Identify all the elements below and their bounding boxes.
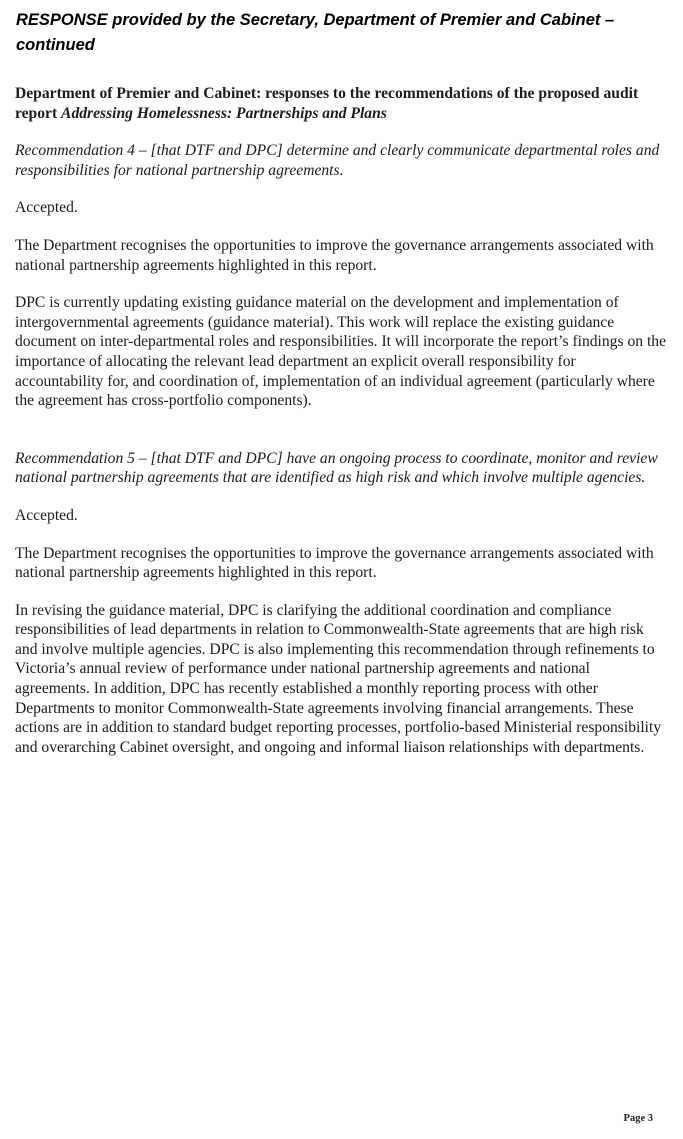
scanned-letter <box>15 84 667 757</box>
response-header-line-2: continued <box>16 36 95 54</box>
document-title <box>15 84 667 123</box>
report-title: Addressing Homelessness: Partnerships and Plans <box>61 104 387 122</box>
recommendation-4: Recommendation 4 – [that DTF and DPC] determine and clearly communicate departmental roles and responsibilities for national partnership agreements. <box>15 142 660 179</box>
recommendation-5-paragraph-2: In revising the guidance material, DPC is clarifying the additional coordination and compliance responsibilities of lead departments in relation to Commonwealth-State agreements that are high risk and involve multiple agencies. DPC is also implementing this recommendation through refinements to Victoria’s annual review of performance under national partnership agreements and national agreements. In addition, DPC has recently established a monthly reporting process with other Departments to monitor Commonwealth-State agreements involving financial arrangements. These actions are in addition to standard budget reporting processes, portfolio-based Ministerial responsibility and overarching Cabinet oversight, and ongoing and informal liaison relationships with departments. <box>15 601 662 756</box>
response-header <box>16 8 666 58</box>
recommendation-5-paragraph-1: The Department recognises the opportunities to improve the governance arrangements associated with national partnership agreements highlighted in this report. <box>15 544 654 582</box>
recommendation-5: Recommendation 5 – [that DTF and DPC] have an ongoing process to coordinate, monitor and review national partnership agreements that are identified as high risk and which involve multiple agencies. <box>15 449 658 487</box>
recommendation-4-status: Accepted. <box>15 199 78 217</box>
recommendation-4-paragraph-1: The Department recognises the opportunities to improve the governance arrangements associated with national partnership agreements highlighted in this report. <box>15 236 654 274</box>
page-number: Page 3 <box>623 1113 653 1124</box>
response-header-line-1: RESPONSE provided by the Secretary, Department of Premier and Cabinet – <box>16 11 615 29</box>
document-title-prefix: Department of Premier and Cabinet: responses to the recommendations of the proposed audit report <box>15 85 639 122</box>
recommendation-4-paragraph-2: DPC is currently updating existing guidance material on the development and implementation of intergovernmental agreements (guidance material). This work will replace the existing guidance document on inter-departmental roles and responsibilities. It will incorporate the report’s findings on the importance of allocating the relevant lead department an explicit overall responsibility for accountability for, and coordination of, implementation of an individual agreement (particularly where the agreement has cross-portfolio components). <box>15 294 666 410</box>
recommendation-5-status: Accepted. <box>15 506 78 524</box>
